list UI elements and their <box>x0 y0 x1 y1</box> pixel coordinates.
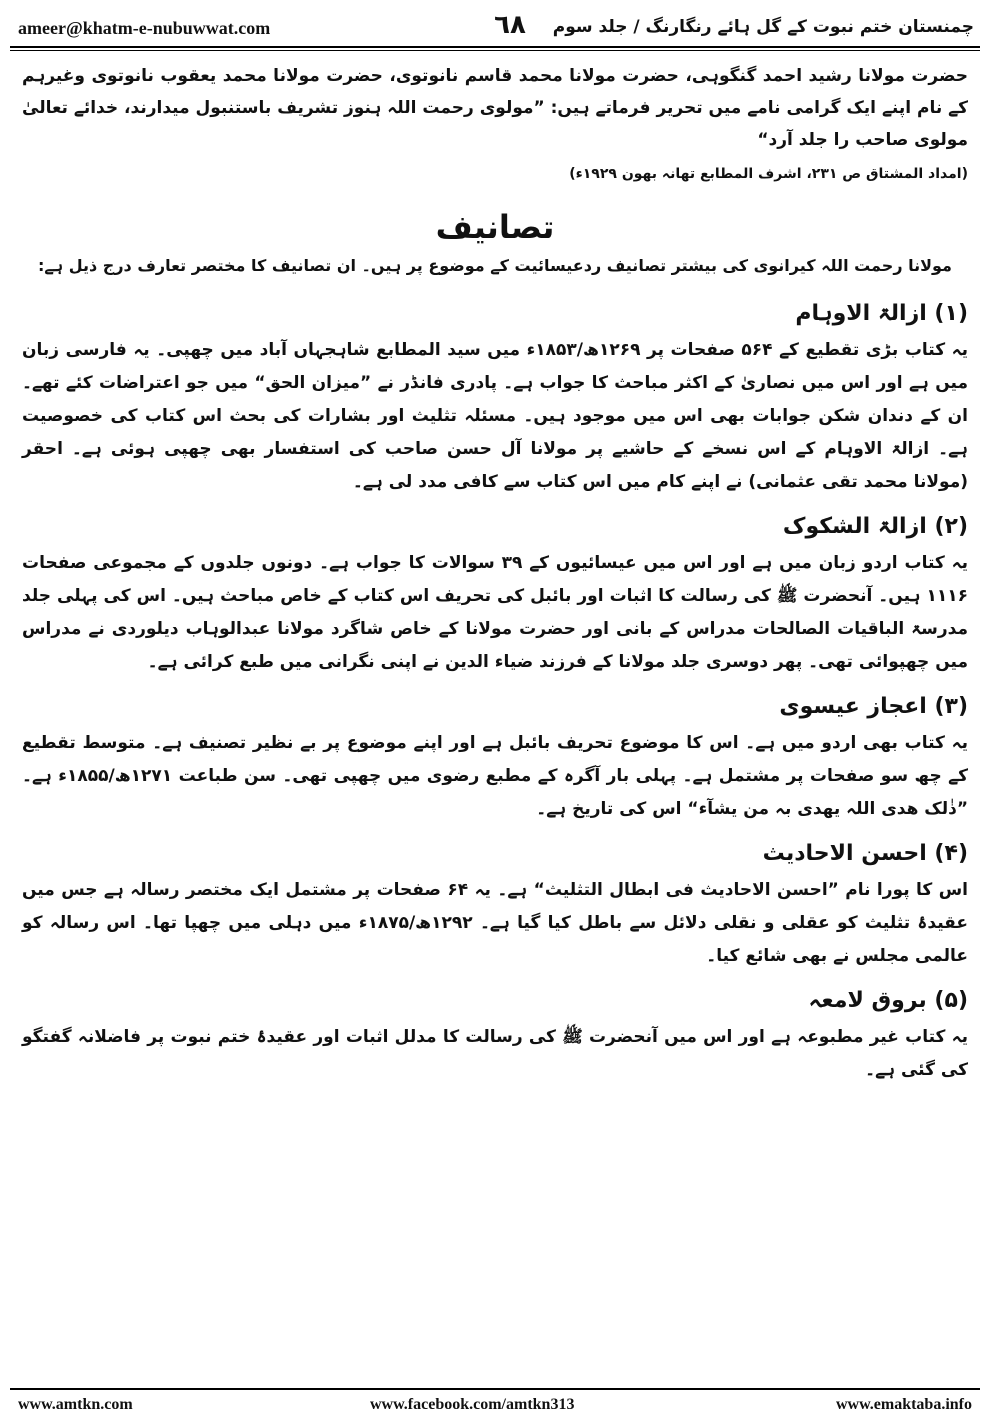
page-number: ٦٨ <box>494 10 526 40</box>
page-body <box>22 60 968 1087</box>
book-heading-5: (۵) بروق لامعہ <box>808 988 968 1013</box>
header-divider <box>10 46 980 48</box>
book-text-1: یہ کتاب بڑی تقطیع کے ۵۶۴ صفحات پر ۱۲۶۹ھ/۱۸۵۳ء میں سید المطابع شاہجہاں آباد میں چھپی۔ یہ فارسی زبان میں ہے اور اس میں نصاریٰ کے اکثر مباحث کا جواب ہے۔ پادری فانڈر نے ”میزان الحق“ میں جو اعتراضات کئے تھے۔ ان کے دندان شکن جوابات بھی اس میں موجود ہیں۔ مسئلہ تثلیث اور بشارات کی بحث اس کتاب کی خصوصیت ہے۔ ازالۃ الاوہام کے اس نسخے کے حاشیے پر مولانا آل حسن صاحب کی استفسار بھی چھپی ہوئی ہے۔ احقر (مولانا محمد تقی عثمانی) نے اپنے کام میں اس کتاب سے کافی مدد لی ہے۔ <box>22 340 968 492</box>
book-heading-4: (۴) احسن الاحادیث <box>762 841 968 866</box>
book-heading-3: (۳) اعجاز عیسوی <box>779 694 968 719</box>
header-email[interactable]: ameer@khatm-e-nubuwwat.com <box>18 18 271 38</box>
footer-link-amtkn[interactable]: www.amtkn.com <box>18 1396 133 1413</box>
book-text-5: یہ کتاب غیر مطبوعہ ہے اور اس میں آنحضرت ﷺ کی رسالت کا مدلل اثبات اور عقیدۂ ختم نبوت پر فاضلانہ گفتگو کی گئی ہے۔ <box>22 1027 968 1080</box>
book-title: چمنستان ختم نبوت کے گل ہائے رنگارنگ / جلد سوم <box>552 17 974 37</box>
header-divider-thin <box>10 50 980 51</box>
footer-link-emaktaba[interactable]: www.emaktaba.info <box>835 1396 972 1413</box>
footer-link-facebook[interactable]: www.facebook.com/amtkn313 <box>370 1396 575 1413</box>
footer-divider <box>10 1388 980 1390</box>
section-subtitle: مولانا رحمت اللہ کیرانوی کی بیشتر تصانیف ردعیسائیت کے موضوع پر ہیں۔ ان تصانیف کا مختصر تعارف درج ذیل ہے: <box>38 256 952 275</box>
intro-paragraph: حضرت مولانا رشید احمد گنگوہی، حضرت مولانا محمد قاسم نانوتوی، حضرت مولانا محمد یعقوب نانوتوی وغیرہم کے نام اپنے ایک گرامی نامے میں تحریر فرماتے ہیں: ”مولوی رحمت اللہ ہنوز تشریف باستنبول میدارند، خدائے تعالیٰ مولوی صاحب را جلد آرد“ <box>22 66 968 150</box>
page-footer <box>10 1392 980 1416</box>
book-text-3: یہ کتاب بھی اردو میں ہے۔ اس کا موضوع تحریف بائبل ہے اور اپنے موضوع پر بے نظیر تصنیف ہے۔ متوسط تقطیع کے چھ سو صفحات پر مشتمل ہے۔ پہلی بار آگرہ کے مطبع رضوی میں چھپی تھی۔ سن طباعت ۱۲۷۱ھ/۱۸۵۵ء ہے۔ ”ذٰلک ھدی اللہ یھدی بہ من یشآء“ اس کی تاریخ ہے۔ <box>22 733 968 819</box>
page-header <box>10 6 980 46</box>
intro-reference: (امداد المشتاق ص ۲۳۱، اشرف المطابع تھانہ بھون ۱۹۲۹ء) <box>569 166 968 182</box>
book-text-4: اس کا پورا نام ”احسن الاحادیث فی ابطال التثلیث“ ہے۔ یہ ۶۴ صفحات پر مشتمل ایک مختصر رسالہ ہے جس میں عقیدۂ تثلیث کو عقلی و نقلی دلائل سے باطل کیا گیا ہے۔ ۱۲۹۲ھ/۱۸۷۵ء میں دہلی میں چھپا تھا۔ اس رسالہ کو عالمی مجلس نے بھی شائع کیا۔ <box>22 880 968 966</box>
section-title: تصانیف <box>435 208 555 246</box>
book-text-2: یہ کتاب اردو زبان میں ہے اور اس میں عیسائیوں کے ۳۹ سوالات کا جواب ہے۔ دونوں جلدوں کے مجموعی صفحات ۱۱۱۶ ہیں۔ آنحضرت ﷺ کی رسالت کا اثبات اور بائبل کی تحریف اس کتاب کے خاص مباحث ہیں۔ اس کی پہلی جلد مدرسۃ الباقیات الصالحات مدراس کے بانی اور حضرت مولانا کے خاص شاگرد مولانا عبدالوہاب دیلوردی نے مدراس میں چھپوائی تھی۔ پھر دوسری جلد مولانا کے فرزند ضیاء الدین نے اپنی نگرانی میں طبع کرائی ہے۔ <box>22 553 968 672</box>
book-heading-2: (۲) ازالۃ الشکوک <box>782 514 968 539</box>
book-heading-1: (۱) ازالۃ الاوہام <box>795 301 968 326</box>
